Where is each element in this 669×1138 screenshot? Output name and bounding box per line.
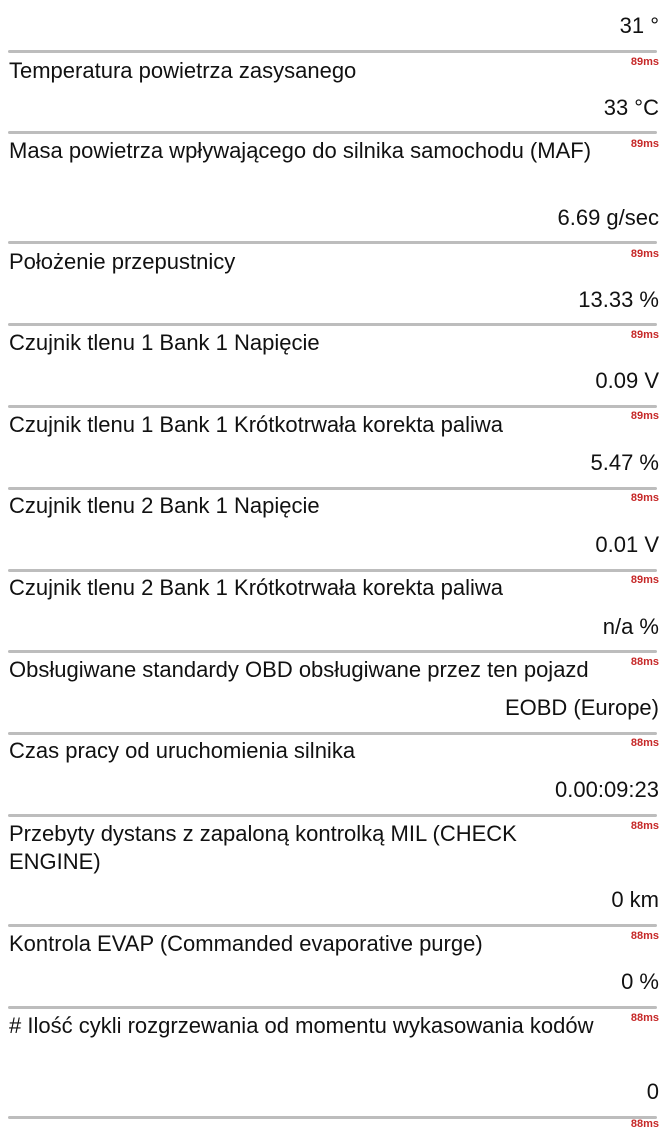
row-divider [8,732,657,735]
sensor-label: Temperatura powietrza zasysanego [9,58,357,83]
sensor-value: 33 °C [603,95,659,120]
sensor-value: 5.47 % [590,450,659,475]
row-divider [8,131,657,134]
response-time: 89ms [630,492,659,504]
sensor-label: Kontrola EVAP (Commanded evaporative purge) [9,931,483,956]
top-value: 31 ° [619,13,659,38]
response-time: 88ms [630,820,659,832]
row-divider [8,569,657,572]
sensor-value: n/a % [602,614,659,639]
response-time: 88ms [630,1012,659,1024]
sensor-value: 0.00:09:23 [555,777,659,802]
row-divider [8,241,657,244]
sensor-value: 0 km [611,887,659,912]
sensor-value: 0.09 V [595,368,659,393]
sensor-value: 0 % [621,969,659,994]
sensor-label: Czas pracy od uruchomienia silnika [9,738,356,763]
response-time: 89ms [630,138,659,150]
sensor-label: Czujnik tlenu 2 Bank 1 Napięcie [9,493,320,518]
response-time: 88ms [630,930,659,942]
sensor-value: EOBD (Europe) [504,695,659,720]
sensor-label: Przebyty dystans z zapaloną kontrolką MIL (CHECK ENGINE) [9,821,517,874]
response-time: 89ms [630,410,659,422]
response-time: 89ms [630,56,659,68]
sensor-label: Czujnik tlenu 1 Bank 1 Krótkotrwała korekta paliwa [9,412,504,437]
sensor-value: 13.33 % [578,287,659,312]
sensor-label: # Ilość cykli rozgrzewania od momentu wykasowania kodów [9,1013,594,1038]
response-time: 88ms [630,1118,659,1130]
sensor-label: Czujnik tlenu 2 Bank 1 Krótkotrwała korekta paliwa [9,575,504,600]
sensor-label: Masa powietrza wpływającego do silnika samochodu (MAF) [9,138,592,163]
sensor-label: Czujnik tlenu 1 Bank 1 Napięcie [9,330,320,355]
response-time: 88ms [630,737,659,749]
row-divider [8,405,657,408]
row-divider [8,323,657,326]
sensor-label: Obsługiwane standardy OBD obsługiwane przez ten pojazd [9,657,589,682]
response-time: 88ms [630,656,659,668]
response-time: 89ms [630,248,659,260]
row-divider [8,487,657,490]
sensor-label: Położenie przepustnicy [9,249,236,274]
row-divider [8,1006,657,1009]
row-divider [8,650,657,653]
row-divider [8,814,657,817]
row-divider [8,1116,657,1119]
response-time: 89ms [630,329,659,341]
sensor-value: 6.69 g/sec [557,205,659,230]
row-divider [8,50,657,53]
sensor-value: 0.01 V [595,532,659,557]
row-divider [8,924,657,927]
sensor-value: 0 [646,1079,659,1104]
response-time: 89ms [630,574,659,586]
